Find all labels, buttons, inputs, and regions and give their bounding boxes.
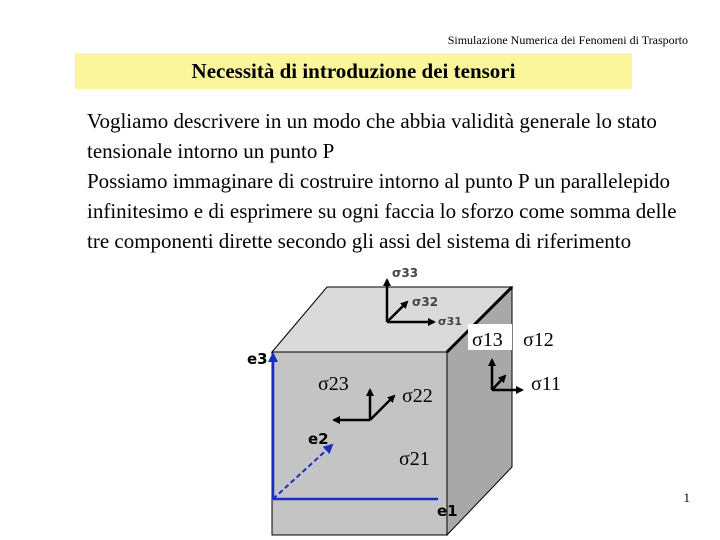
sigma32-label: σ32 — [412, 295, 439, 309]
e1-label: e1 — [437, 502, 458, 520]
slide-body — [87, 106, 697, 256]
sigma31-label: σ31 — [438, 315, 462, 328]
stress-cube-figure — [242, 262, 582, 537]
sigma22-label: σ22 — [402, 385, 433, 407]
sigma11-label: σ11 — [531, 373, 562, 395]
e2-label: e2 — [308, 430, 329, 448]
page-number: 1 — [683, 490, 690, 505]
paragraph-stress-state: Vogliamo descrivere in un modo che abbia validità generale lo stato tensionale intorno un punto P — [87, 109, 657, 163]
sigma12-label: σ12 — [523, 329, 554, 351]
e3-label: e3 — [247, 350, 268, 368]
paragraph-parallelepiped: Possiamo immaginare di costruire intorno al punto P un parallelepido infinitesimo e di esprimere su ogni faccia lo sforzo come somma delle tre componenti dirette secondo gli assi del sistema di riferimento — [87, 169, 677, 253]
title-banner — [75, 53, 632, 89]
sigma13-label: σ13 — [472, 329, 503, 351]
sigma21-label: σ21 — [399, 448, 430, 470]
sigma23-label: σ23 — [318, 373, 349, 395]
slide-title: Necessità di introduzione dei tensori — [191, 58, 516, 83]
sigma33-label: σ33 — [392, 266, 419, 280]
cube-front-face — [272, 352, 447, 535]
presentation-header: Simulazione Numerica dei Fenomeni di Trasporto — [447, 33, 688, 47]
